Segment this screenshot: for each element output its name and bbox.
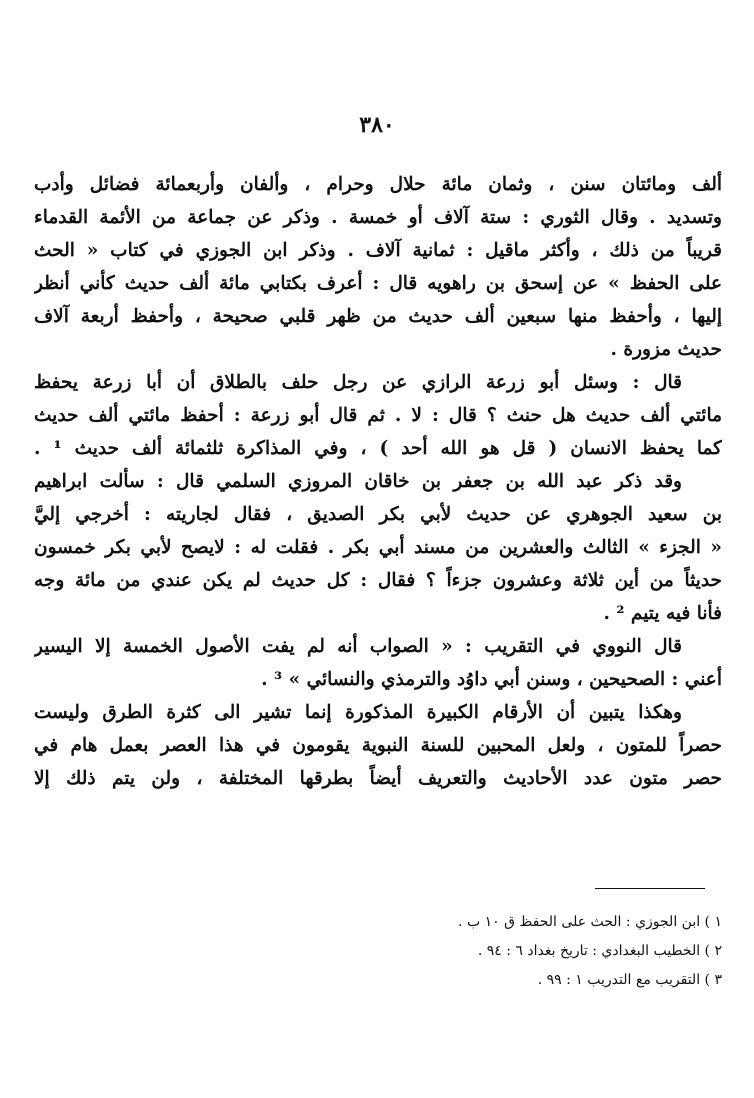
main-text: [34, 168, 722, 795]
text-line: وتسديد . وقال الثوري : ستة آلاف أو خمسة . وذكر عن جماعة من الأئمة القدماء: [34, 207, 722, 228]
page-number: ٣٨٠: [359, 112, 395, 138]
text-line: قال النووي في التقريب : « الصواب أنه لم يفت الأصول الخمسة إلا اليسير: [34, 636, 682, 657]
text-line: حصراً للمتون ، ولعل المحبين للسنة النبوية يقومون في هذا العصر بعمل هام في: [34, 735, 722, 756]
text-line: حديث مزورة .: [610, 339, 722, 360]
text-line: وهكذا يتبين أن الأرقام الكبيرة المذكورة إنما تشير الى كثرة الطرق وليست: [34, 702, 682, 723]
text-line: على الحفظ » عن إسحق بن راهويه قال : أعرف بكتابي مائة ألف حديث كأني أنظر: [34, 273, 722, 294]
text-line: أعني : الصحيحين ، وسنن أبي داوُد والترمذي والنسائي » ³ .: [261, 669, 722, 690]
text-line: وقد ذكر عبد الله بن جعفر بن خاقان المروزي السلمي قال : سألت ابراهيم: [34, 471, 682, 492]
footnote-2: ٢ ) الخطيب البغدادي : تاريخ بغداد ٦ : ٩٤ .: [477, 943, 722, 959]
text-line: قال : وسئل أبو زرعة الرازي عن رجل حلف بالطلاق أن أبا زرعة يحفظ: [34, 372, 682, 393]
text-line: ألف ومائتان سنن ، وثمان مائة حلال وحرام ، وألفان وأربعمائة فضائل وأدب: [34, 174, 722, 195]
text-line: كما يحفظ الانسان ( قل هو الله أحد ) ، وفي المذاكرة ثلثمائة ألف حديث ¹ .: [34, 438, 722, 459]
text-line: إليها ، وأحفظ منها سبعين ألف حديث من ظهر قلبي صحيحة ، وأحفظ أربعة آلاف: [34, 306, 722, 327]
text-line: حصر متون عدد الأحاديث والتعريف أيضاً بطرقها المختلفة ، ولن يتم ذلك إلا: [34, 768, 722, 789]
footnote-1: ١ ) ابن الجوزي : الحث على الحفظ ق ١٠ ب .: [458, 914, 722, 930]
text-line: فأنا فيه يتيم ² .: [603, 603, 722, 624]
footnote-3: ٣ ) التقريب مع التدريب ١ : ٩٩ .: [537, 972, 722, 988]
text-line: « الجزء » الثالث والعشرين من مسند أبي بكر . فقلت له : لايصح لأبي بكر خمسون: [34, 537, 722, 558]
footnote-divider: [595, 888, 705, 889]
footnotes: [250, 908, 722, 995]
text-line: قريباً من ذلك ، وأكثر ماقيل : ثمانية آلاف . وذكر ابن الجوزي في كتاب « الحث: [34, 240, 722, 261]
text-line: حديثاً من أين ثلاثة وعشرون جزءاً ؟ فقال : كل حديث لم يكن عندي من مائة وجه: [34, 570, 722, 591]
text-line: بن سعيد الجوهري عن حديث لأبي بكر الصديق ، فقال لجاريته : أخرجي إليَّ: [34, 504, 722, 525]
text-line: مائتي ألف حديث هل حنث ؟ قال : لا . ثم قال أبو زرعة : أحفظ مائتي ألف حديث: [34, 405, 722, 426]
